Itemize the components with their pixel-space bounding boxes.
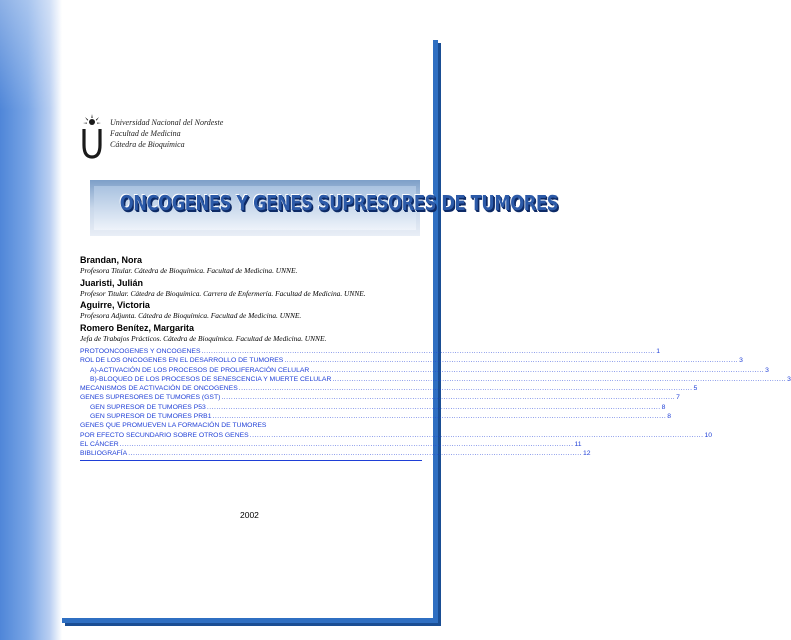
toc-entry-page: 3	[765, 366, 769, 374]
toc-entry-label: B)-BLOQUEO DE LOS PROCESOS DE SENESCENCIA Y MUERTE CELULAR	[90, 375, 332, 383]
institution-university: Universidad Nacional del Nordeste	[110, 118, 224, 127]
toc-entry-label: PROTOONCOGENES Y ONCOGENES	[80, 348, 201, 355]
toc-entry-page: 7	[676, 394, 680, 402]
toc-entry[interactable]	[80, 413, 672, 422]
toc-entry[interactable]	[80, 450, 591, 459]
toc-entry-page: 8	[667, 413, 672, 421]
toc-leader-dots	[239, 385, 693, 392]
toc-leader-dots	[207, 404, 661, 411]
toc-entry-label: GENES SUPRESORES DE TUMORES (GST)	[80, 394, 221, 402]
toc-entry-page: 8	[661, 403, 666, 411]
institution-chair: Cátedra de Bioquímica	[110, 140, 185, 149]
toc-leader-dots	[213, 413, 667, 420]
toc-entry-page: 3	[787, 375, 791, 383]
toc-leader-dots	[120, 441, 574, 448]
toc-entry-page: 10	[704, 431, 713, 439]
author-name: Romero Benítez, Margarita	[80, 323, 195, 333]
toc-entry[interactable]	[80, 366, 769, 376]
author-name: Aguirre, Victoria	[80, 300, 150, 310]
toc-entry-page: 11	[574, 440, 582, 448]
author-name: Juaristi, Julián	[80, 278, 144, 288]
toc-entry[interactable]	[80, 385, 698, 394]
toc-entry-page: 12	[583, 450, 591, 458]
toc-bottom-rule	[80, 460, 422, 461]
toc-entry[interactable]	[80, 348, 661, 357]
toc-entry-label: GEN SUPRESOR DE TUMORES PRB1	[90, 413, 212, 421]
author-block	[80, 255, 420, 276]
toc-leader-dots	[250, 432, 704, 439]
institution-block	[110, 117, 310, 150]
toc-entry-label: EL CÁNCER	[80, 440, 119, 448]
author-role: Profesora Adjunta. Cátedra de Bioquímica. Facultad de Medicina. UNNE.	[80, 311, 302, 320]
toc-leader-dots	[128, 450, 582, 457]
author-name: Brandan, Nora	[80, 255, 143, 265]
side-band-highlight	[0, 0, 62, 110]
university-logo-icon	[80, 113, 104, 159]
author-role: Jefa de Trabajos Prácticos. Cátedra de Bioquímica. Facultad de Medicina. UNNE.	[80, 334, 327, 343]
toc-leader-dots	[310, 367, 764, 374]
author-block	[80, 323, 420, 344]
toc-entry[interactable]	[80, 431, 713, 441]
toc-entry[interactable]	[80, 403, 666, 413]
author-role: Profesor Titular. Cátedra de Bioquímica. Carrera de Enfermería. Facultad de Medicina. UNNE.	[80, 289, 366, 298]
toc-entry-page: 3	[739, 357, 743, 365]
toc-leader-dots	[284, 357, 738, 364]
toc-entry[interactable]	[80, 422, 422, 431]
toc-entry-label: MECANISMOS DE ACTIVACIÓN DE ONCOGENES	[80, 385, 238, 393]
toc-leader-dots	[201, 348, 655, 355]
toc-entry-label: POR EFECTO SECUNDARIO SOBRE OTROS GENES	[80, 431, 249, 439]
toc-entry[interactable]	[80, 440, 582, 450]
toc-leader-dots	[332, 376, 786, 383]
toc-entry-label: A)-ACTIVACIÓN DE LOS PROCESOS DE PROLIFERACIÓN CELULAR	[90, 366, 310, 374]
publication-year: 2002	[240, 510, 259, 520]
toc-entry-page: 5	[693, 385, 698, 393]
toc-entry[interactable]	[80, 357, 743, 366]
toc-entry-label: GEN SUPRESOR DE TUMORES P53	[90, 403, 206, 411]
toc-entry-page: 1	[656, 348, 661, 355]
author-block	[80, 278, 420, 299]
toc-entry-label: GENES QUE PROMUEVEN LA FORMACIÓN DE TUMORES	[80, 422, 267, 430]
toc-entry[interactable]	[80, 394, 680, 403]
author-role: Profesora Titular. Cátedra de Bioquímica. Facultad de Medicina. UNNE.	[80, 266, 298, 275]
toc-leader-dots	[221, 394, 675, 401]
toc-entry[interactable]	[80, 375, 791, 385]
toc-entry-label: ROL DE LOS ONCOGENES EN EL DESARROLLO DE TUMORES	[80, 357, 284, 365]
toc-entry-label: BIBLIOGRAFÍA	[80, 450, 128, 458]
author-block	[80, 300, 420, 321]
table-of-contents	[80, 348, 791, 461]
document-title: ONCOGENES Y GENES SUPRESORES DE TUMORES	[119, 191, 559, 215]
institution-faculty: Facultad de Medicina	[110, 129, 181, 138]
